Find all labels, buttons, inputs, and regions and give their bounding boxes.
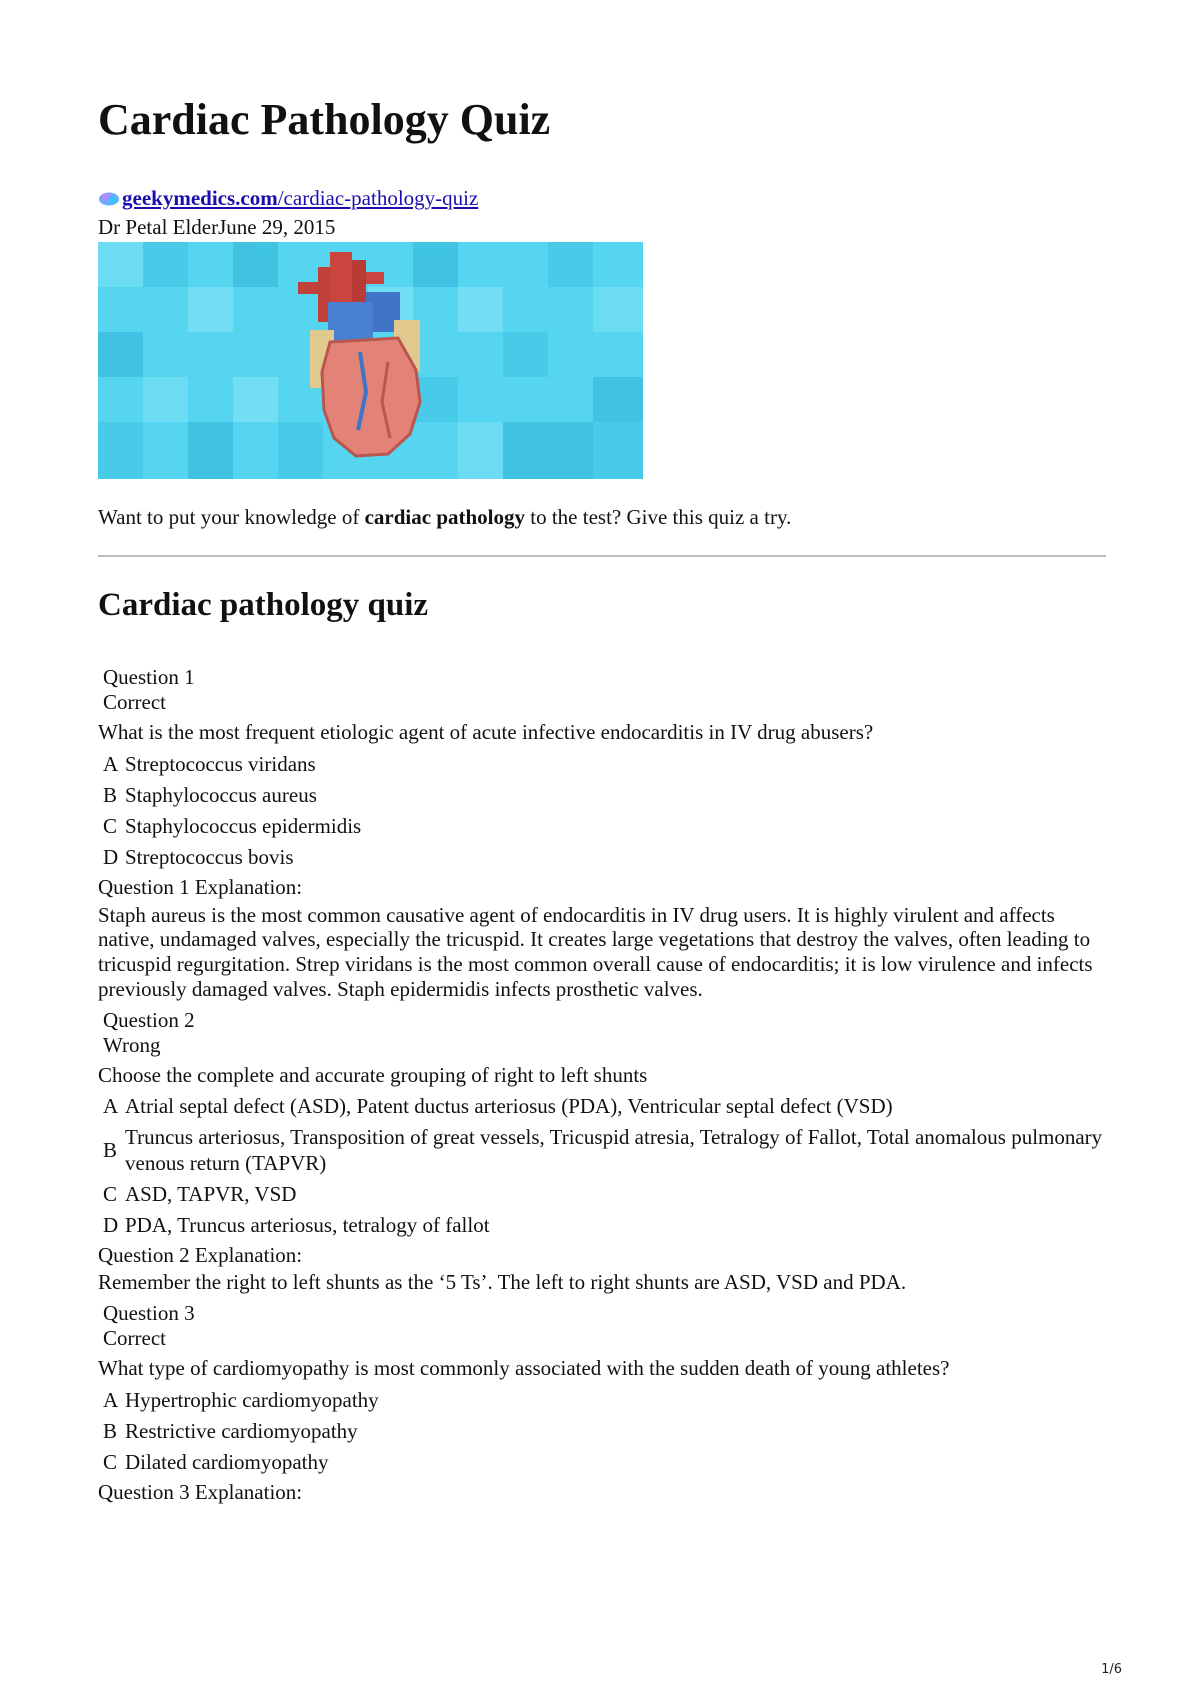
answer-option-b[interactable]: B Truncus arteriosus, Transposition of great vessels, Tricuspid atresia, Tetralogy of Fallot, Total anomalous pulmonary venous return (TAPVR): [103, 1125, 1103, 1175]
question-number: Question 2: [103, 1007, 195, 1032]
answer-option-c[interactable]: C Dilated cardiomyopathy: [103, 1449, 329, 1474]
section-title: Cardiac pathology quiz: [98, 587, 429, 623]
pixel-heart-image: [98, 242, 643, 479]
source-link[interactable]: [122, 186, 478, 211]
answer-option-d[interactable]: D Streptococcus bovis: [103, 845, 294, 870]
intro-bold-term: cardiac pathology: [364, 505, 526, 529]
byline: [98, 215, 335, 240]
answer-option-d[interactable]: D PDA, Truncus arteriosus, tetralogy of fallot: [103, 1212, 490, 1237]
page-title: Cardiac Pathology Quiz: [98, 95, 551, 144]
explanation-text: Staph aureus is the most common causative agent of endocarditis in IV drug users. It is highly virulent and affects native, undamaged valves, especially the tricuspid. It creates large vegetations that destroy the valves, often leading to tricuspid regurgitation. Strep viridans is the most common overall cause of endocarditis; it is low virulence and infects previously damaged valves. Staph epidermidis infects prosthetic valves.: [98, 902, 1093, 1001]
explanation-heading: Question 3 Explanation:: [98, 1480, 303, 1505]
publish-date: June 29, 2015: [218, 215, 336, 239]
explanation-text: Remember the right to left shunts as the ‘5 Ts’. The left to right shunts are ASD, VSD and PDA.: [98, 1270, 907, 1295]
source-line: [98, 186, 478, 211]
answer-option-a[interactable]: A Streptococcus viridans: [103, 751, 316, 776]
source-path: /cardiac-pathology-quiz: [277, 186, 479, 210]
question-3: [98, 1301, 1108, 1505]
question-text: What type of cardiomyopathy is most commonly associated with the sudden death of young athletes?: [98, 1356, 950, 1381]
question-status: Correct: [103, 1326, 166, 1351]
explanation-heading: Question 1 Explanation:: [98, 875, 303, 900]
question-number: Question 3: [103, 1301, 195, 1326]
answer-option-a[interactable]: A Atrial septal defect (ASD), Patent ductus arteriosus (PDA), Ventricular septal defect (VSD): [103, 1094, 893, 1119]
source-domain: geekymedics.com: [122, 186, 278, 210]
question-text: What is the most frequent etiologic agent of acute infective endocarditis in IV drug abusers?: [98, 720, 874, 745]
author: Dr Petal Elder: [98, 215, 219, 239]
divider: [98, 555, 1106, 557]
quiz: [98, 665, 1108, 1511]
intro-text: Want to put your knowledge of cardiac pathology to the test? Give this quiz a try.: [98, 505, 792, 529]
question-status: Wrong: [103, 1032, 161, 1057]
answer-option-c[interactable]: C Staphylococcus epidermidis: [103, 813, 362, 838]
answer-option-c[interactable]: C ASD, TAPVR, VSD: [103, 1181, 297, 1206]
question-number: Question 1: [103, 665, 195, 689]
page-indicator: 1/6: [1101, 1662, 1122, 1677]
answer-option-b[interactable]: B Staphylococcus aureus: [103, 782, 317, 807]
question-2: [98, 1008, 1108, 1295]
answer-option-a[interactable]: A Hypertrophic cardiomyopathy: [103, 1387, 379, 1412]
question-status: Correct: [103, 690, 166, 715]
question-text: Choose the complete and accurate grouping of right to left shunts: [98, 1062, 648, 1087]
question-1: [98, 665, 1108, 1002]
answer-option-b[interactable]: B Restrictive cardiomyopathy: [103, 1418, 358, 1443]
geeky-medics-brain-icon: [98, 191, 120, 207]
explanation-heading: Question 2 Explanation:: [98, 1243, 303, 1268]
